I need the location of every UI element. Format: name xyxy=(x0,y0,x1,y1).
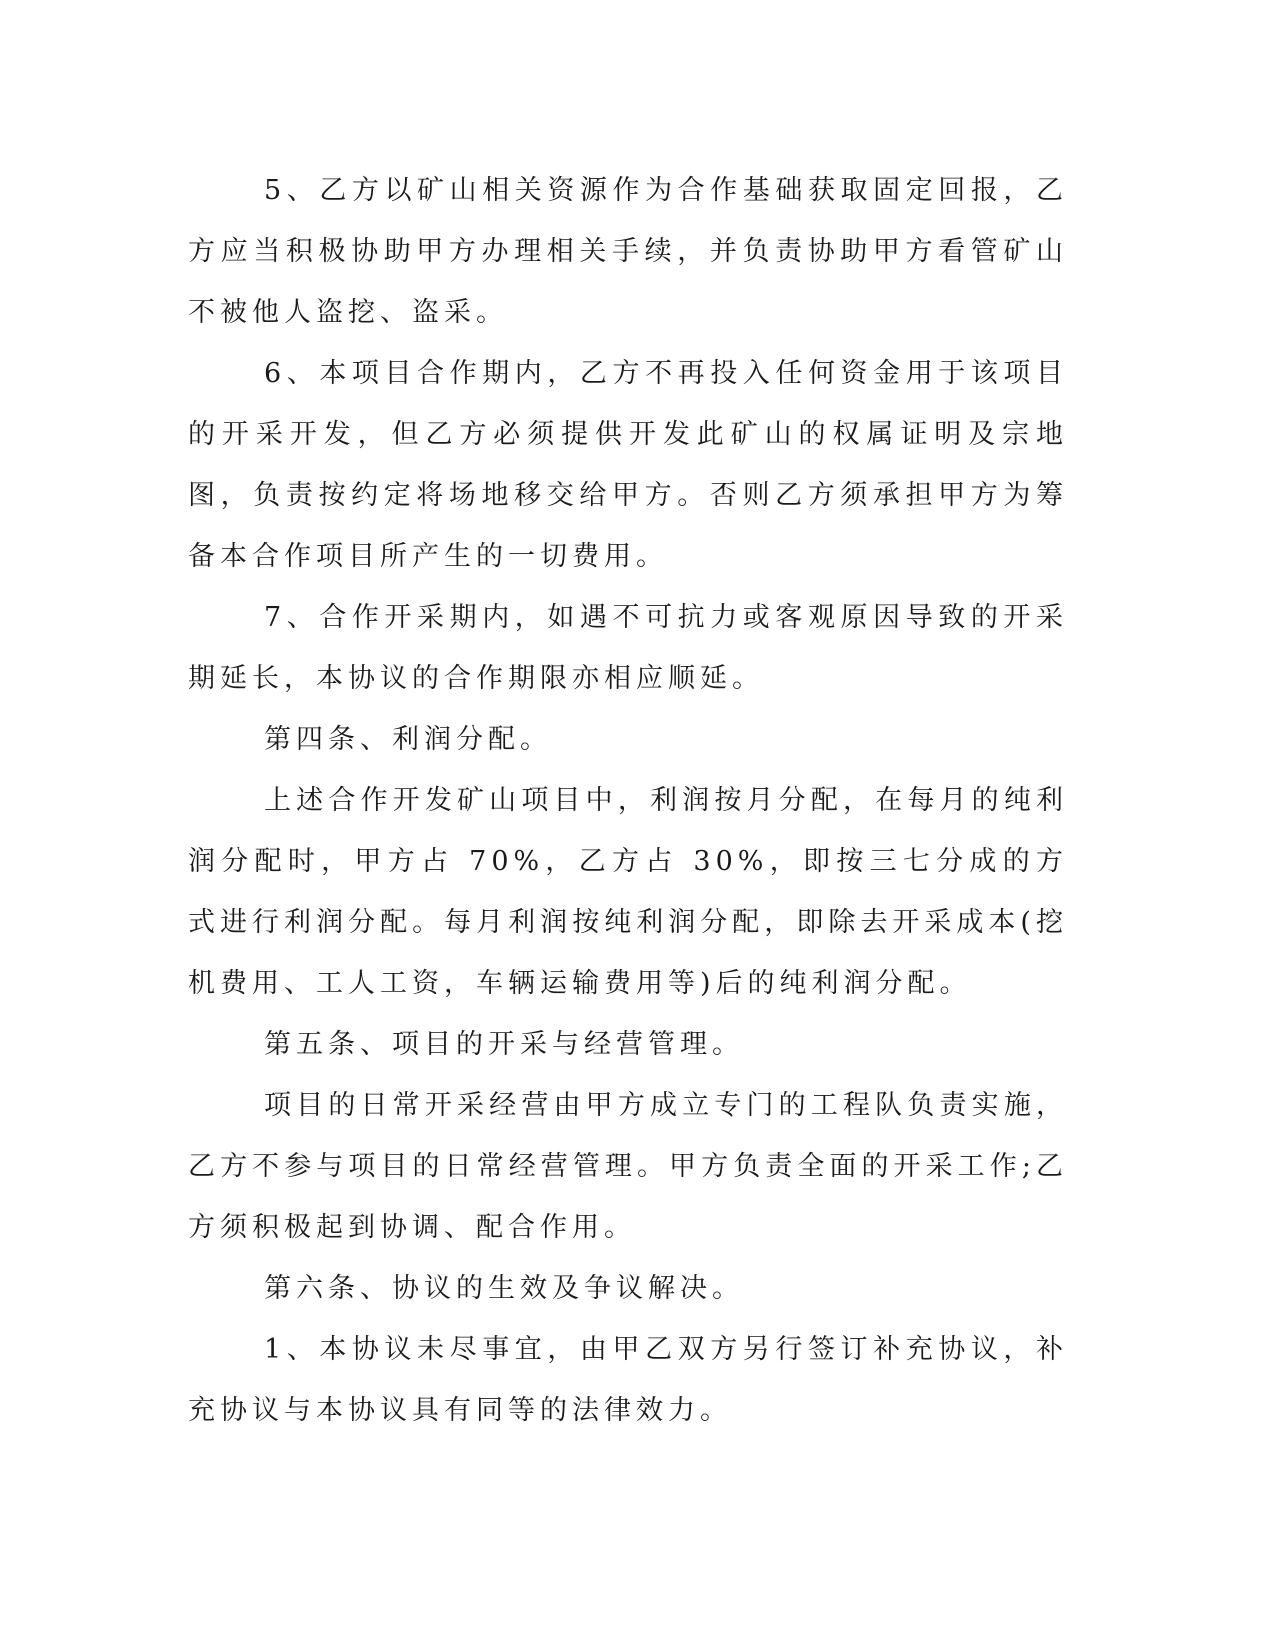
document-body xyxy=(188,160,1068,1441)
supplementary-agreement-paragraph: 1、本协议未尽事宜，由甲乙双方另行签订补充协议，补充协议与本协议具有同等的法律效力。 xyxy=(188,1334,1068,1426)
article-6-heading: 第六条、协议的生效及争议解决。 xyxy=(264,1273,744,1304)
operations-management-paragraph: 项目的日常开采经营由甲方成立专门的工程队负责实施，乙方不参与项目的日常经营管理。甲方负责全面的开采工作;乙方须积极起到协调、配合作用。 xyxy=(188,1090,1068,1243)
clause-6-paragraph: 6、本项目合作期内，乙方不再投入任何资金用于该项目的开采开发，但乙方必须提供开发此矿山的权属证明及宗地图，负责按约定将场地移交给甲方。否则乙方须承担甲方为筹备本合作项目所产生的一切费用。 xyxy=(188,358,1068,572)
profit-distribution-paragraph: 上述合作开发矿山项目中，利润按月分配，在每月的纯利润分配时，甲方占 70%，乙方占 30%，即按三七分成的方式进行利润分配。每月利润按纯利润分配，即除去开采成本(挖机费用、工人工资，车辆运输费用等)后的纯利润分配。 xyxy=(188,785,1068,999)
article-5-heading: 第五条、项目的开采与经营管理。 xyxy=(264,1029,744,1060)
article-4-heading: 第四条、利润分配。 xyxy=(264,724,552,755)
clause-7-paragraph: 7、合作开采期内，如遇不可抗力或客观原因导致的开采期延长，本协议的合作期限亦相应顺延。 xyxy=(188,602,1068,694)
clause-5-paragraph: 5、乙方以矿山相关资源作为合作基础获取固定回报，乙方应当积极协助甲方办理相关手续，并负责协助甲方看管矿山不被他人盗挖、盗采。 xyxy=(188,175,1068,328)
